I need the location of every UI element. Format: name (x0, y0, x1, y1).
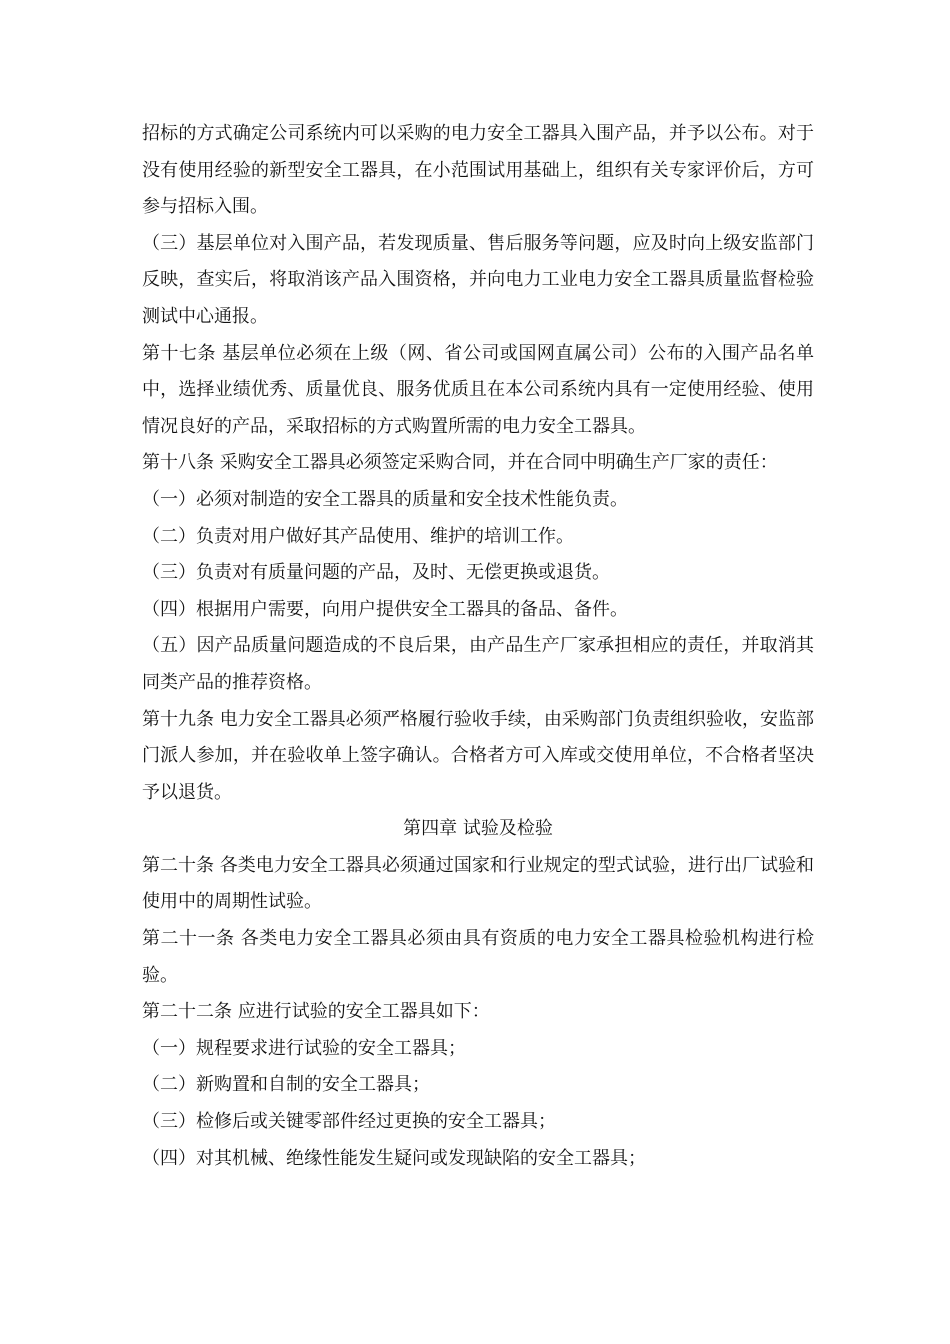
paragraph-article-22-item-2: （二）新购置和自制的安全工器具； (142, 1074, 430, 1096)
paragraph-article-22-item-1: （一）规程要求进行试验的安全工器具； (142, 1037, 466, 1059)
paragraph-article-18: 第十八条 采购安全工器具必须签定采购合同，并在合同中明确生产厂家的责任： (142, 452, 778, 474)
chapter-heading: 第四章 试验及检验 (403, 818, 553, 840)
paragraph-item-3-report: （三）基层单位对入围产品，若发现质量、售后服务等问题，应及时向上级安监部门反映，查实后，将取消该产品入围资格，并向电力工业电力安全工器具质量监督检验测试中心通报。 (142, 232, 814, 327)
paragraph-article-18-item-4: （四）根据用户需要，向用户提供安全工器具的备品、备件。 (142, 598, 628, 620)
paragraph-article-22: 第二十二条 应进行试验的安全工器具如下： (142, 1001, 490, 1023)
paragraph-article-19: 第十九条 电力安全工器具必须严格履行验收手续，由采购部门负责组织验收，安监部门派人参加，并在验收单上签字确认。合格者方可入库或交使用单位，不合格者坚决予以退货。 (142, 708, 814, 803)
paragraph-article-21: 第二十一条 各类电力安全工器具必须由具有资质的电力安全工器具检验机构进行检验。 (142, 928, 814, 986)
paragraph-article-22-item-4: （四）对其机械、绝缘性能发生疑问或发现缺陷的安全工器具； (142, 1147, 646, 1169)
paragraph-article-18-item-1: （一）必须对制造的安全工器具的质量和安全技术性能负责。 (142, 488, 628, 510)
document-body (142, 116, 814, 1177)
paragraph-article-18-item-2: （二）负责对用户做好其产品使用、维护的培训工作。 (142, 525, 574, 547)
paragraph-article-17: 第十七条 基层单位必须在上级（网、省公司或国网直属公司）公布的入围产品名单中，选择业绩优秀、质量优良、服务优质且在本公司系统内具有一定使用经验、使用情况良好的产品，采取招标的方式购置所需的电力安全工器具。 (142, 342, 814, 437)
paragraph-article-18-item-3: （三）负责对有质量问题的产品，及时、无偿更换或退货。 (142, 562, 610, 584)
paragraph-article-20: 第二十条 各类电力安全工器具必须通过国家和行业规定的型式试验，进行出厂试验和使用中的周期性试验。 (142, 854, 814, 913)
paragraph-article-22-item-3: （三）检修后或关键零部件经过更换的安全工器具； (142, 1111, 556, 1133)
paragraph-continuation-tender: 招标的方式确定公司系统内可以采购的电力安全工器具入围产品，并予以公布。对于没有使用经验的新型安全工器具，在小范围试用基础上，组织有关专家评价后，方可参与招标入围。 (142, 123, 814, 218)
paragraph-article-18-item-5: （五）因产品质量问题造成的不良后果，由产品生产厂家承担相应的责任，并取消其同类产品的推荐资格。 (142, 635, 814, 693)
